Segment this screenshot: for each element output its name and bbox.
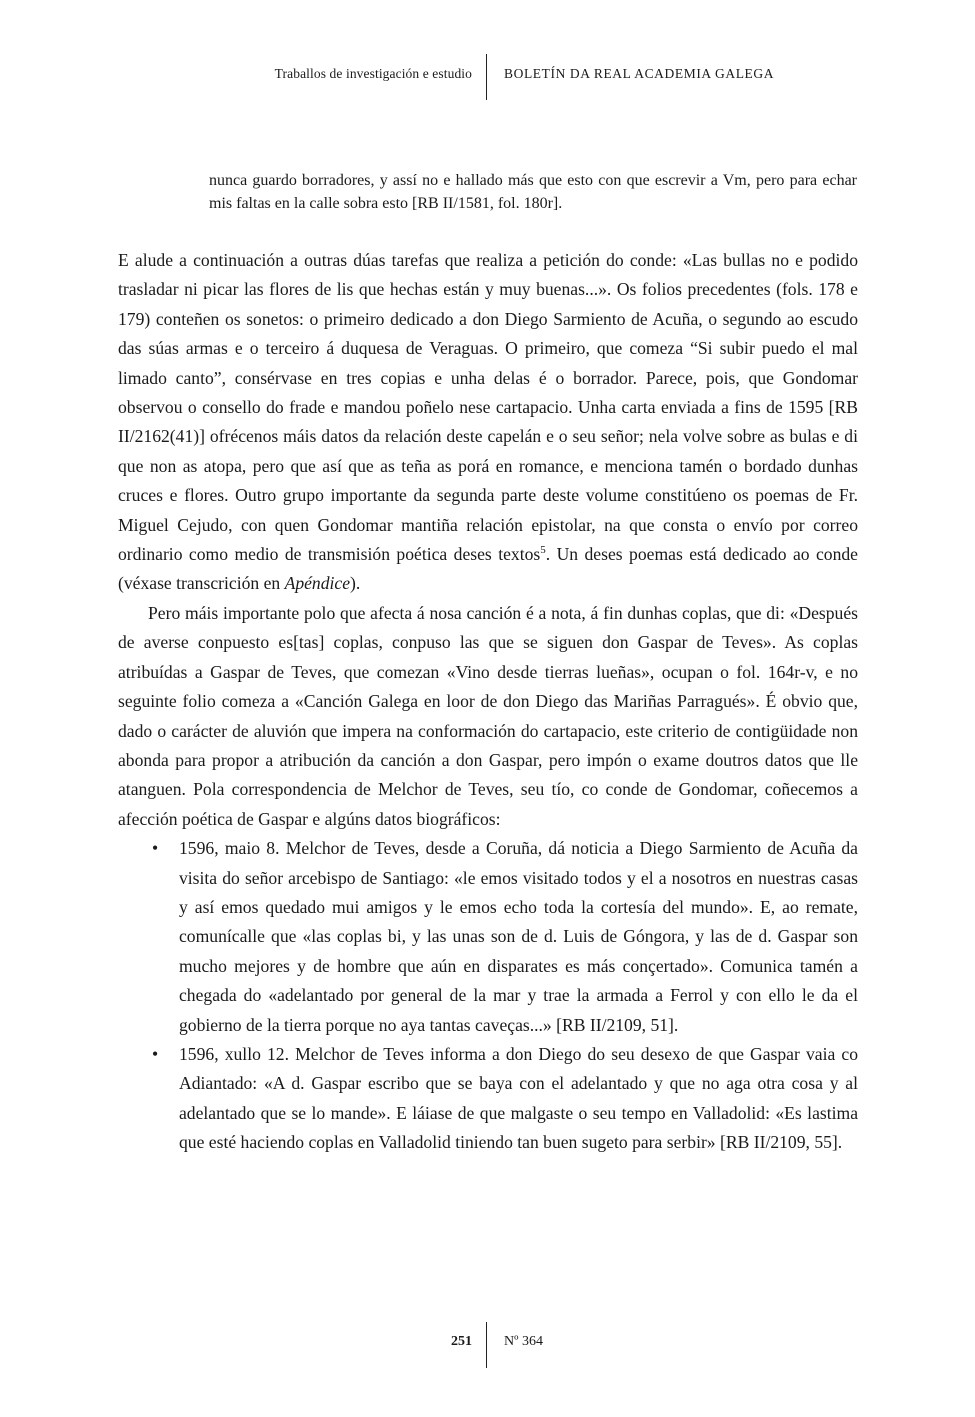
- bullet-list: [118, 834, 858, 1157]
- journal-title: BOLETÍN DA REAL ACADEMIA GALEGA: [504, 66, 775, 81]
- issue-number: Nº 364: [504, 1334, 543, 1349]
- footnote-ref[interactable]: 5: [540, 544, 546, 557]
- main-text: [118, 246, 858, 1158]
- list-item: [118, 1040, 858, 1158]
- footer-divider: [486, 1322, 487, 1368]
- list-item: [118, 834, 858, 1040]
- paragraph-1-end: ).: [350, 573, 361, 594]
- running-header: [0, 54, 975, 100]
- page-footer: [0, 1322, 975, 1368]
- block-quote: nunca guardo borradores, y assí no e hallado más que esto con que escrevir a Vm, pero para echar mis faltas en la calle sobra esto [RB II/1581, fol. 180r].: [209, 172, 857, 212]
- list-item-text: 1596, xullo 12. Melchor de Teves informa a don Diego do seu desexo de que Gaspar vaia co Adiantado: «A d. Gaspar escribo que se baya con el adelantado y que no aga otra cosa y al adelantado que se lo mande». E láiase de que malgaste o seu tempo en Valladolid: «Es lastima que esté haciendo coplas en Valladolid tiniendo tan buen sugeto para serbir» [RB II/2109, 55].: [179, 1043, 858, 1153]
- page-number: 251: [451, 1334, 472, 1349]
- bullet-icon: •: [152, 1043, 159, 1064]
- section-title: Traballos de investigación e estudio: [274, 66, 472, 81]
- paragraph-2: Pero máis importante polo que afecta á nosa canción é a nota, á fin dunhas coplas, que di: «Después de averse conpuesto es[tas] coplas, conpuso las que se siguen don Gaspar de Teves». As coplas atribuídas a Gaspar de Teves, que comezan «Vino desde tierras lueñas», ocupan o fol. 164r-v, e no seguinte folio comeza a «Canción Galega en loor de don Diego das Mariñas Parragués». É obvio que, dado o carácter de aluvión que impera na conformación do cartapacio, este criterio de contigüidade non abonda para propor a atribución da canción a don Gaspar, pero impón o exame doutros datos que lle atanguen. Pola correspondencia de Melchor de Teves, seu tío, co conde de Gondomar, coñecemos a afección poética de Gaspar e algúns datos biográficos:: [118, 602, 858, 829]
- bullet-icon: •: [152, 838, 159, 859]
- paragraph-1: [118, 246, 858, 599]
- header-divider: [486, 54, 487, 100]
- paragraph-1-text: E alude a continuación a outras dúas tarefas que realiza a petición do conde: «Las bullas no e podido trasladar ni picar las flores de lis que hechas están y muy buenas...». Os folios precedentes (fols. 178 e 179) conteñen os sonetos: o primeiro dedicado a don Diego Sarmiento de Acuña, o segundo ao escudo das súas armas e o terceiro á duquesa de Veraguas. O primeiro, que comeza “Si subir puedo el mal limado canto”, consérvase en tres copias e unha delas é o borrador. Parece, pois, que Gondomar observou o consello do frade e mandou poñelo nese cartapacio. Unha carta enviada a fins de 1595 [RB II/2162(41)] ofrécenos máis datos da relación deste capelán e o seu señor; nela volve sobre as bulas e di que non as atopa, pero que así que as teña as porá en romance, e menciona tamén o bordado dunhas cruces e flores. Outro grupo importante da segunda parte deste volume constitúeno os poemas de Fr. Miguel Cejudo, con quen Gondomar mantiña relación epistolar, na que consta o envío por correo ordinario como medio de transmisión poética deses textos: [118, 250, 858, 565]
- list-item-text: 1596, maio 8. Melchor de Teves, desde a Coruña, dá noticia a Diego Sarmiento de Acuña da visita do señor arcebispo de Santiago: «le emos visitado todos y el a nosotros en nuestras casas y así emos quedado mui amigos y le emos echo toda la cortesía del mundo». E, ao remate, comunícalle que «las coplas bi, y las unas son de d. Luis de Góngora, y las de d. Gaspar son mucho mejores y de hombre que aún en disparates es más conçertado». Comunica tamén a chegada do «adelantado por general de la mar y trae la armada a Ferrol y con ello le da el gobierno de la tierra porque no aya tantas caveças...» [RB II/2109, 51].: [179, 838, 858, 1035]
- paragraph-1-cont: . Un deses poemas está dedicado ao conde (véxase transcrición en: [118, 544, 858, 594]
- appendix-ref: Apéndice: [284, 573, 351, 594]
